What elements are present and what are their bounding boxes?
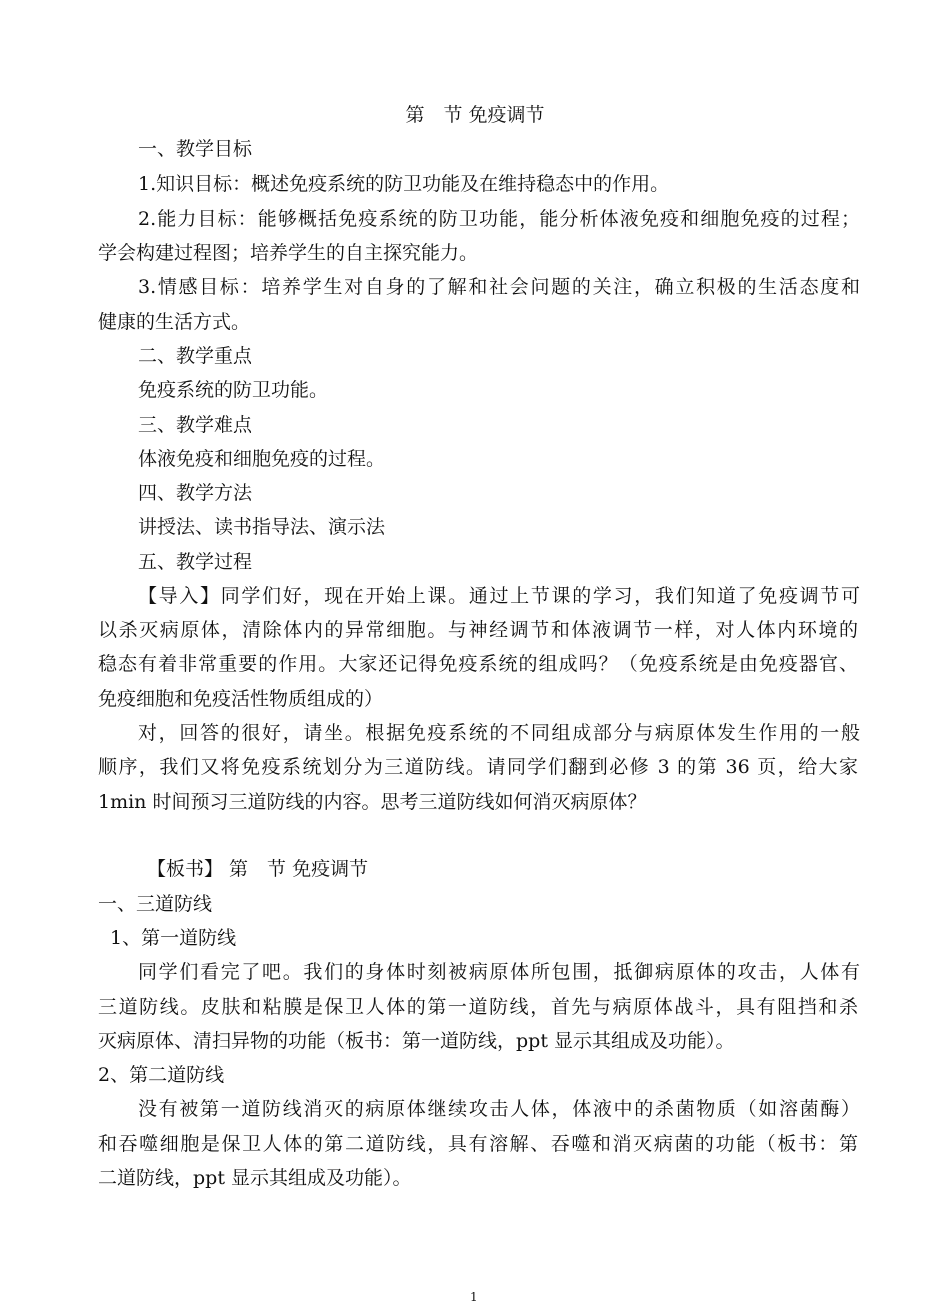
- intro-line-1: 【导入】同学们好，现在开始上课。通过上节课的学习，我们知道了免疫调节可: [138, 585, 860, 607]
- answer-line-2: 顺序，我们又将免疫系统划分为三道防线。请同学们翻到必修 3 的第 36 页，给大家: [98, 756, 858, 778]
- difficulty-heading: 三、教学难点: [138, 414, 253, 436]
- document-title: 第 节 免疫调节: [405, 104, 545, 126]
- objective-1: 1.知识目标：概述免疫系统的防卫功能及在维持稳态中的作用。: [138, 173, 670, 195]
- difficulty-text: 体液免疫和细胞免疫的过程。: [138, 448, 386, 470]
- key-point-heading: 二、教学重点: [138, 345, 253, 367]
- first-defense-text-3: 灭病原体、清扫异物的功能（板书：第一道防线，ppt 显示其组成及功能）。: [98, 1030, 735, 1052]
- first-defense-text-1: 同学们看完了吧。我们的身体时刻被病原体所包围，抵御病原体的攻击，人体有: [138, 961, 860, 983]
- second-defense-text-2: 和吞噬细胞是保卫人体的第二道防线，具有溶解、吞噬和消灭病菌的功能（板书：第: [98, 1133, 858, 1155]
- process-heading: 五、教学过程: [138, 551, 253, 573]
- second-defense-text-1: 没有被第一道防线消灭的病原体继续攻击人体，体液中的杀菌物质（如溶菌酶）: [138, 1098, 860, 1120]
- second-defense-heading: 2、第二道防线: [98, 1064, 225, 1086]
- objective-3-line-2: 健康的生活方式。: [98, 311, 251, 333]
- first-defense-text-2: 三道防线。皮肤和粘膜是保卫人体的第一道防线，首先与病原体战斗，具有阻挡和杀: [98, 996, 858, 1018]
- method-heading: 四、教学方法: [138, 482, 253, 504]
- intro-line-3: 稳态有着非常重要的作用。大家还记得免疫系统的组成吗？（免疫系统是由免疫器官、: [98, 653, 858, 675]
- objectives-heading: 一、教学目标: [138, 138, 253, 160]
- objective-2-line-2: 学会构建过程图；培养学生的自主探究能力。: [98, 242, 479, 264]
- key-point-text: 免疫系统的防卫功能。: [138, 379, 329, 401]
- answer-line-3: 1min 时间预习三道防线的内容。思考三道防线如何消灭病原体？: [98, 791, 647, 813]
- method-text: 讲授法、读书指导法、演示法: [138, 516, 386, 538]
- page-number: 1: [470, 1290, 478, 1304]
- answer-line-1: 对，回答的很好，请坐。根据免疫系统的不同组成部分与病原体发生作用的一般: [138, 722, 860, 744]
- board-heading: 【板书】 第 节 免疫调节: [147, 858, 369, 880]
- second-defense-text-3: 二道防线，ppt 显示其组成及功能）。: [98, 1167, 412, 1189]
- intro-line-2: 以杀灭病原体，清除体内的异常细胞。与神经调节和体液调节一样，对人体内环境的: [98, 619, 858, 641]
- first-defense-heading: 1、第一道防线: [110, 927, 237, 949]
- board-section-1: 一、三道防线: [98, 893, 213, 915]
- objective-3-line-1: 3.情感目标：培养学生对自身的了解和社会问题的关注，确立积极的生活态度和: [138, 276, 860, 298]
- intro-line-4: 免疫细胞和免疫活性物质组成的）: [98, 688, 384, 710]
- objective-2-line-1: 2.能力目标：能够概括免疫系统的防卫功能，能分析体液免疫和细胞免疫的过程；: [138, 208, 860, 230]
